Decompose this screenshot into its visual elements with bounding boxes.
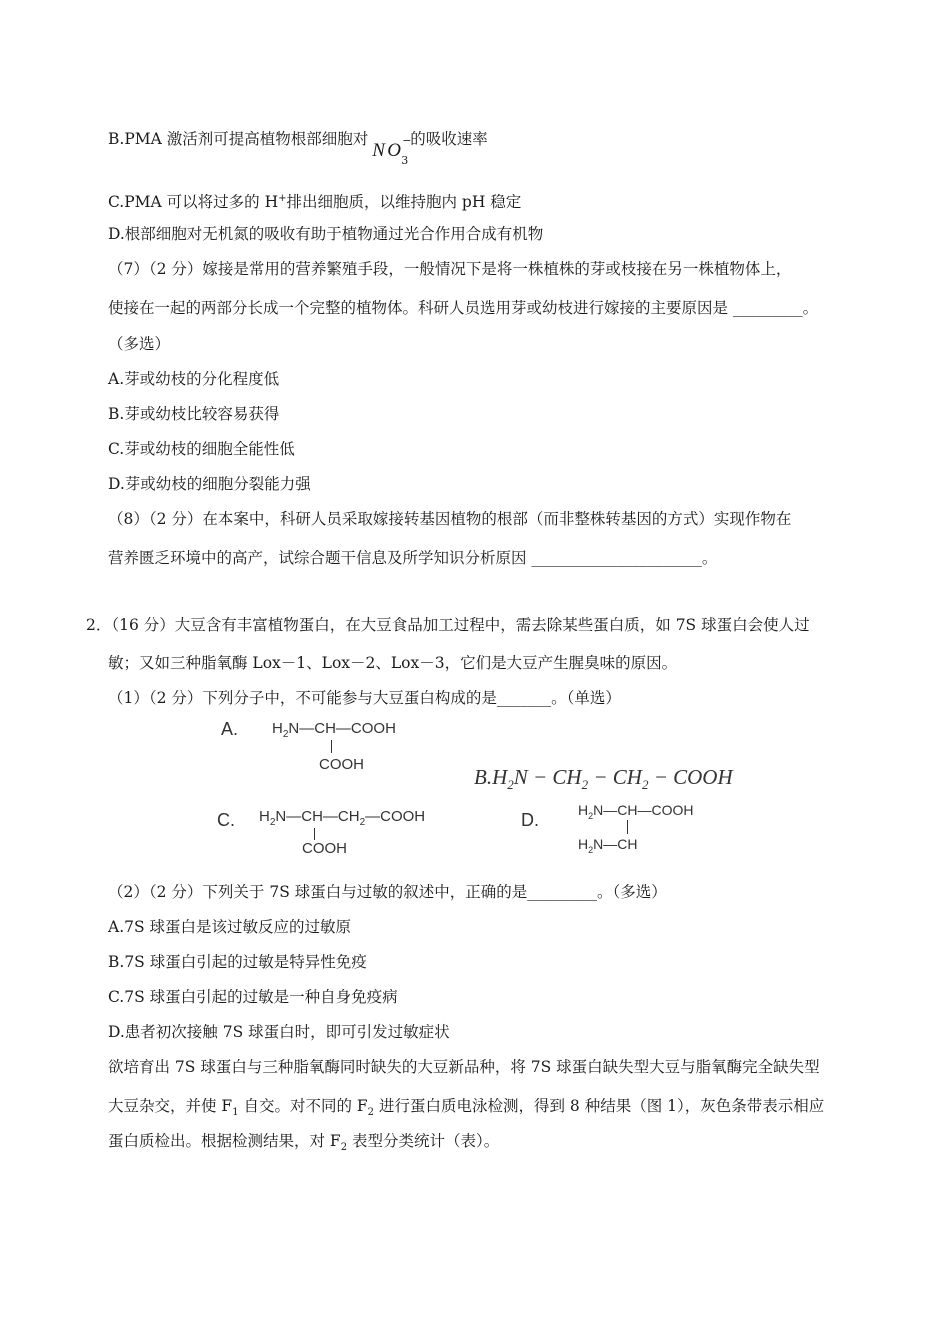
q2-stem-line1: 2．（16 分）大豆含有丰富植物蛋白，在大豆食品加工过程中，需去除某些蛋白质，如 7S 球蛋白会使人过 [86,616,810,634]
q1-part7-line3: （多选） [108,335,171,353]
q1-part7-line1: （7）（2 分）嫁接是常用的营养繁殖手段，一般情况下是将一株植株的芽或枝接在另一株植物体上， [108,260,792,278]
q2-part2-option-c: C.7S 球蛋白引起的过敏是一种自身免疫病 [108,988,398,1006]
molecule-a-side-chain: COOH [319,756,364,773]
q1-part8-line1: （8）（2 分）在本案中，科研人员采取嫁接转基因植物的根部（而非整株转基因的方式）实现作物在 [108,510,792,528]
molecule-d-bond [627,820,628,834]
q1-part7-line2: 使接在一起的两部分长成一个完整的植物体。科研人员选用芽或幼枝进行嫁接的主要原因是 _________。 [108,299,819,317]
q1-part8-line2: 营养匮乏环境中的高产，试综合题干信息及所学知识分析原因 ______________________。 [108,549,718,567]
q2-part2: （2）（2 分）下列关于 7S 球蛋白与过敏的叙述中，正确的是_________。（多选） [108,883,667,901]
q2-part2-option-b: B.7S 球蛋白引起的过敏是特异性免疫 [108,953,367,971]
q1-option-d: D.根部细胞对无机氮的吸收有助于植物通过光合作用合成有机物 [108,225,544,243]
q2-part2-option-a: A.7S 球蛋白是该过敏反应的过敏原 [108,918,352,936]
q2-part2-option-d: D.患者初次接触 7S 球蛋白时，即可引发过敏症状 [108,1023,450,1041]
q1-option-b: B.PMA 激活剂可提高植物根部细胞对 N O 3 − 的吸收速率 [108,130,488,167]
molecule-c-main-chain: $H_2N—CH—CH_2—COOH$ [259,808,426,828]
molecule-c-side-chain: COOH [302,840,347,857]
molecule-a-bond [331,740,332,753]
molecule-a-main-chain: $H_2N—CH—COOH$ [272,720,396,740]
molecule-d-label: D. [521,810,539,830]
nitrate-formula: N O 3 − [372,134,412,167]
molecule-a-label: A. [221,719,239,739]
q1-part7-option-b: B.芽或幼枝比较容易获得 [108,405,280,423]
q1-part7-option-c: C.芽或幼枝的细胞全能性低 [108,440,295,458]
q1-option-c: C.PMA 可以将过多的 H+排出细胞质，以维持胞内 pH 稳定 [108,193,522,212]
q2-paragraph-line1: 欲培育出 7S 球蛋白与三种脂氧酶同时缺失的大豆新品种，将 7S 球蛋白缺失型大豆与脂氧酶完全缺失型 [108,1058,820,1076]
q2-part1: （1）（2 分）下列分子中，不可能参与大豆蛋白构成的是_______。（单选） [108,689,621,707]
q2-stem-line2: 敏；又如三种脂氧酶 Lox－1、Lox－2、Lox－3，它们是大豆产生腥臭味的原因。 [108,654,678,672]
molecule-d-side-chain: $H_2N—CH$ [578,836,638,855]
q2-paragraph-line2: 大豆杂交，并使 $F_1$ 自交。对不同的 $F_2$ 进行蛋白质电泳检测，得到 8 种结果（图 1），灰色条带表示相应 [108,1097,825,1119]
molecule-b-formula: $B.H_2N - CH_2 - CH_2$ − COOH [474,765,733,793]
q2-paragraph-line3: 蛋白质检出。根据检测结果，对 $F_2$ 表型分类统计（表）。 [108,1132,500,1154]
molecule-c-bond [314,828,315,840]
molecule-d-main-chain: $H_2N—CH—COOH$ [578,802,694,821]
q1-part7-option-d: D.芽或幼枝的细胞分裂能力强 [108,475,311,493]
molecule-c-label: C. [217,810,235,830]
q1-part7-option-a: A.芽或幼枝的分化程度低 [108,370,280,388]
